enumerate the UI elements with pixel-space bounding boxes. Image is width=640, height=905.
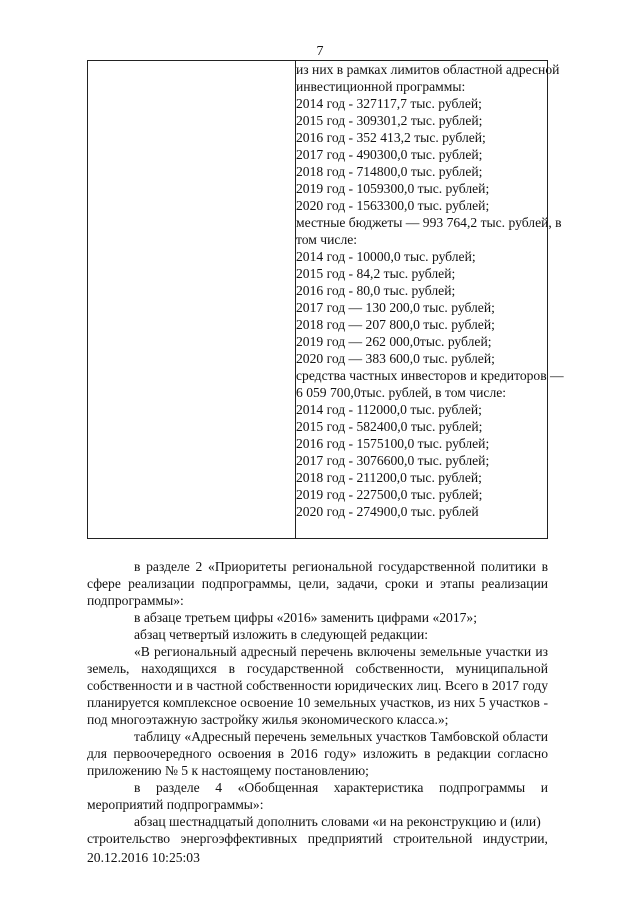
funding-line: 2014 год - 112000,0 тыс. рублей;	[296, 402, 482, 417]
page-number: 7	[316, 44, 324, 59]
funding-line: 2017 год - 490300,0 тыс. рублей;	[296, 147, 483, 162]
funding-table	[87, 60, 564, 539]
paragraph-section-4: в разделе 4 «Обобщенная характеристика подпрограммы и мероприятий подпрограммы»:	[87, 780, 548, 812]
funding-line: 2015 год - 84,2 тыс. рублей;	[296, 266, 456, 281]
funding-line: 2015 год - 582400,0 тыс. рублей;	[296, 419, 483, 434]
funding-line: 2014 год - 327117,7 тыс. рублей;	[296, 96, 482, 111]
paragraph-quote: «В региональный адресный перечень включены земельные участки из земель, находящихся в государственной собственности, муниципальной собственности и в частной собственности юридических лиц. Всего в 2017 году планируется комплексное освоение 10 земельных участков, из них 5 участков - под многоэтажную застройку жилья экономического класса.»;	[87, 644, 548, 727]
paragraph-abzac-16: абзац шестнадцатый дополнить словами «и на реконструкцию и (или)	[134, 814, 541, 829]
funding-line: 2016 год - 80,0 тыс. рублей;	[296, 283, 456, 298]
funding-line: 2015 год - 309301,2 тыс. рублей;	[296, 113, 483, 128]
funding-line: 2018 год - 211200,0 тыс. рублей;	[296, 470, 482, 485]
word: предприятий	[307, 831, 383, 846]
funding-line: 2020 год — 383 600,0 тыс. рублей;	[296, 351, 495, 366]
paragraph-section-2: в разделе 2 «Приоритеты региональной государственной политики в сфере реализации подпрограммы, цели, задачи, сроки и этапы реализации подпрограммы»:	[87, 559, 548, 608]
paragraph-table-ref: таблицу «Адресный перечень земельных участков Тамбовской области для первоочередного освоения в 2016 году» изложить в редакции согласно приложению № 5 к настоящему постановлению;	[87, 729, 548, 778]
funding-line: местные бюджеты — 993 764,2 тыс. рублей, в	[296, 215, 562, 230]
word: энергоэффективных	[180, 831, 298, 846]
funding-line: 2014 год - 10000,0 тыс. рублей;	[296, 249, 476, 264]
word: строительной	[393, 831, 473, 846]
funding-line: 2016 год - 1575100,0 тыс. рублей;	[296, 436, 490, 451]
funding-line: 2020 год - 1563300,0 тыс. рублей;	[296, 198, 490, 213]
paragraph-abzac-3: в абзаце третьем цифры «2016» заменить цифрами «2017»;	[134, 610, 478, 625]
funding-line: 2017 год — 130 200,0 тыс. рублей;	[296, 300, 495, 315]
footer-timestamp: 20.12.2016 10:25:03	[87, 850, 200, 865]
funding-line: 2020 год - 274900,0 тыс. рублей	[296, 504, 479, 519]
funding-line: из них в рамках лимитов областной адресной	[296, 62, 560, 77]
body-text	[87, 558, 548, 847]
funding-line: 2017 год - 3076600,0 тыс. рублей;	[296, 453, 490, 468]
funding-line: 2018 год - 714800,0 тыс. рублей;	[296, 164, 483, 179]
word: индустрии,	[482, 831, 548, 846]
funding-line: инвестиционной программы:	[296, 79, 466, 94]
word: строительство	[87, 831, 171, 846]
funding-line: 2016 год - 352 413,2 тыс. рублей;	[296, 130, 486, 145]
funding-line: 2018 год — 207 800,0 тыс. рублей;	[296, 317, 495, 332]
paragraph-abzac-4: абзац четвертый изложить в следующей редакции:	[134, 627, 429, 642]
table-cell-empty	[88, 61, 296, 539]
paragraph-continuation	[87, 830, 548, 847]
funding-line: 2019 год — 262 000,0тыс. рублей;	[296, 334, 492, 349]
funding-line: 6 059 700,0тыс. рублей, в том числе:	[296, 385, 507, 400]
table-row	[88, 61, 548, 539]
funding-line: 2019 год - 227500,0 тыс. рублей;	[296, 487, 483, 502]
funding-line: средства частных инвесторов и кредиторов —	[296, 368, 564, 383]
funding-cell	[296, 61, 564, 539]
funding-line: том числе:	[296, 232, 358, 247]
funding-line: 2019 год - 1059300,0 тыс. рублей;	[296, 181, 490, 196]
